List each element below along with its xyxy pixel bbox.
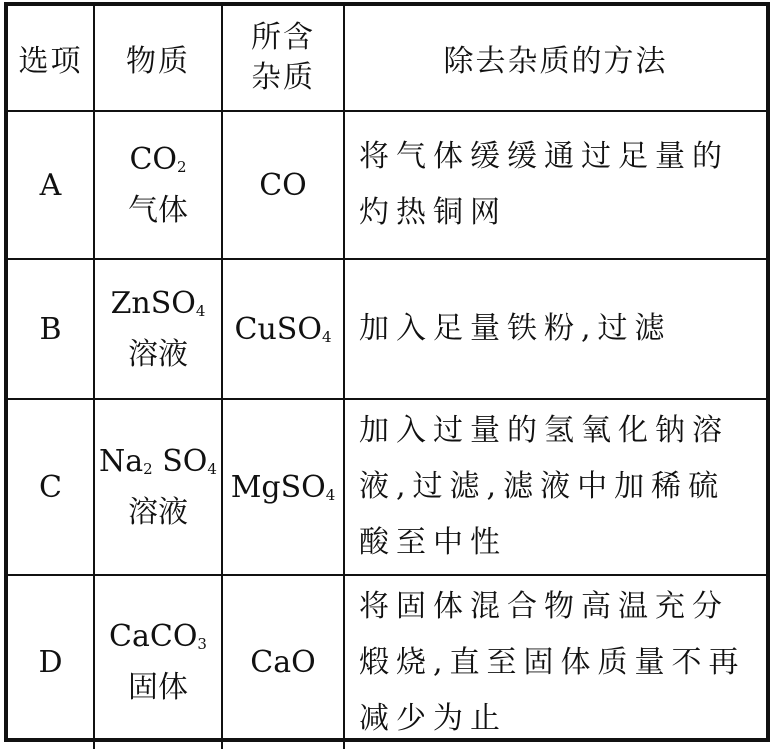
method-cell: 加入过量的氢氧化钠溶液,过滤,滤液中加稀硫酸至中性 (344, 399, 766, 575)
impurity-subscript: 4 (325, 485, 336, 504)
formula-subscript: 3 (197, 635, 207, 653)
header-impurity-line2: 杂质 (251, 60, 315, 95)
substance-formula (95, 138, 221, 189)
formula-tail: $SO_4$ (152, 443, 217, 479)
table-row (8, 111, 766, 259)
header-row (8, 6, 766, 111)
impurity-cell (222, 575, 344, 749)
impurity-removal-table (8, 6, 766, 749)
impurity-formula: CO (259, 167, 307, 203)
option-cell: B (8, 259, 94, 399)
substance-cell (94, 259, 222, 399)
header-substance: 物质 (94, 6, 222, 111)
formula-main: ZnSO (110, 285, 196, 321)
substance-state: 固体 (128, 670, 188, 705)
header-impurity-line1: 所含 (251, 20, 315, 55)
impurity-cell (222, 399, 344, 575)
header-option: 选项 (8, 6, 94, 111)
impurity-formula: CaO (250, 645, 316, 680)
impurity-cell (222, 259, 344, 399)
impurity-subscript: 4 (321, 327, 332, 346)
table-frame (4, 2, 770, 742)
impurity-cell (222, 111, 344, 259)
substance-state: 气体 (128, 192, 188, 228)
substance-state: 溶液 (128, 336, 188, 372)
formula-main: Na (99, 443, 144, 479)
formula-subscript: 2 (177, 157, 187, 176)
substance-formula (95, 615, 221, 666)
method-cell: 将气体缓缓通过足量的灼热铜网 (344, 111, 766, 259)
substance-formula (95, 282, 221, 333)
formula-main: CaCO (109, 619, 198, 654)
option-cell: D (8, 575, 94, 749)
substance-state: 溶液 (128, 494, 188, 530)
substance-cell (94, 111, 222, 259)
table-row (8, 259, 766, 399)
substance-cell (94, 399, 222, 575)
formula-subscript: 4 (195, 301, 206, 320)
header-impurity (222, 6, 344, 111)
substance-formula (95, 440, 221, 491)
impurity-formula: CuSO (234, 311, 322, 347)
impurity-formula: MgSO (230, 469, 326, 505)
table-row (8, 399, 766, 575)
option-cell: C (8, 399, 94, 575)
header-method: 除去杂质的方法 (344, 6, 766, 111)
method-cell: 加入足量铁粉,过滤 (344, 259, 766, 399)
option-cell: A (8, 111, 94, 259)
table-row (8, 575, 766, 749)
method-cell: 将固体混合物高温充分煅烧,直至固体质量不再减少为止 (344, 575, 766, 749)
substance-cell (94, 575, 222, 749)
formula-main: CO (129, 141, 177, 177)
formula-subscript: 2 (143, 459, 153, 478)
